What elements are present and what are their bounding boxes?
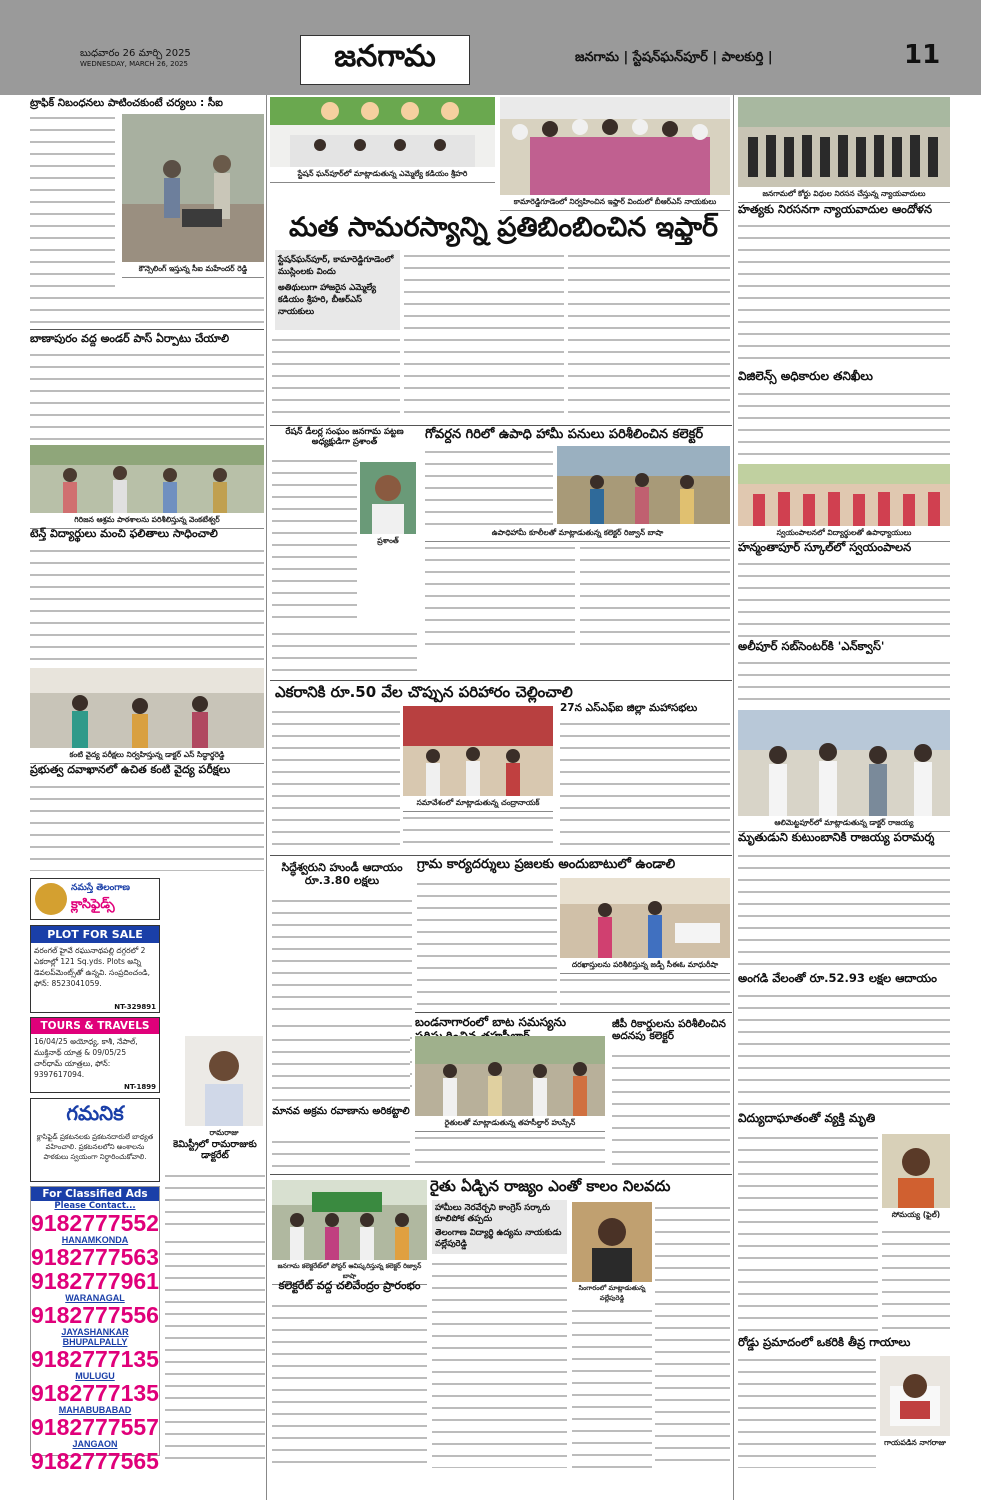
headline-compensation: ఎకరానికి రూ.50 వేల చొప్పున పరిహారం చెల్లించాలి	[275, 683, 573, 701]
photo-upadhi-works	[557, 446, 730, 524]
headline-chemistry-doctorate: కెమిస్ట్రీలో రామరాజుకు డాక్టరేట్	[173, 1139, 257, 1161]
article-vigilance-text	[738, 388, 950, 460]
classified-district: WARANAGAL	[65, 1293, 125, 1303]
headline-raitu: రైతు ఏడ్చిన రాజ్యం ఎంతో కాలం నిలవదు	[430, 1177, 671, 1195]
photo-collectorate-poster	[272, 1180, 427, 1260]
classified-phone: 9182777135	[31, 1380, 159, 1406]
divider	[270, 680, 732, 681]
article-road-accident-text	[738, 1354, 876, 1468]
article-rajaiah-text	[738, 850, 950, 968]
classified-contact-sub: Please Contact...	[54, 1201, 136, 1211]
highlight-bullet: అతిథులుగా హాజరైన ఎమ్మెల్యే కడియం శ్రీహరి, బీఆర్ఎస్ నాయకులు	[278, 283, 377, 317]
ad-tours	[30, 1017, 160, 1093]
column-divider	[733, 95, 734, 1500]
article-raitu-text-1	[432, 1258, 567, 1468]
photo-somaiah	[882, 1134, 950, 1208]
photo-upadhi-caption: ఉపాధిహామీ కూలీలతో మాట్లాడుతున్న కలెక్టర్ రిజ్వాన్ బాషా	[425, 528, 730, 542]
divider	[270, 855, 732, 856]
article-angadi-text	[738, 990, 950, 1108]
photo-prashanth	[360, 462, 416, 534]
classified-paper-name: నమస్తే తెలంగాణ	[71, 883, 130, 893]
page-number: 11	[904, 40, 941, 70]
article-electrocution-text-2	[882, 1226, 950, 1332]
photo-lawyers-protest	[738, 97, 950, 187]
headline-traffic: ట్రాఫిక్ నిబంధనలు పాటించకుంటే చర్యలు : సీఐ	[30, 97, 223, 109]
headline-govardhan: గోవర్దన గిరిలో ఉపాధి హామీ పనులు పరిశీలించిన కలెక్టర్	[425, 427, 704, 442]
photo-iftar-caption: కామారెడ్డిగూడెంలో నిర్వహించిన ఇఫ్తార్ విందులో బీఆర్ఎస్ నాయకులు	[500, 197, 730, 211]
masthead-date-en: WEDNESDAY, MARCH 26, 2025	[80, 60, 188, 68]
headline-grama-karyadarshi: గ్రామ కార్యదర్శులు ప్రజలకు అందుబాటులో ఉండాలి	[417, 857, 676, 872]
headline-lawyers: హత్యకు నిరసనగా న్యాయవాదుల ఆందోళన	[738, 202, 933, 216]
headline-electrocution: విద్యుదాఘాతంతో వ్యక్తి మృతి	[738, 1111, 876, 1125]
headline-ration-dealers: రేషన్ డీలర్ల సంఘం జనగామ పట్టణ అధ్యక్షుడిగా ప్రశాంత్	[285, 427, 404, 447]
photo-self-governance	[738, 464, 950, 526]
masthead-date-te: బుధవారం 26 మార్చి 2025	[80, 48, 191, 59]
ad-plot-code: NT-329891	[114, 1003, 156, 1011]
ad-tours-code: NT-1899	[124, 1083, 156, 1091]
headline-human-trafficking: మానవ అక్రమ రవాణాను అరికట్టాలి	[272, 1106, 410, 1117]
classified-district: JANGAON	[72, 1439, 118, 1449]
classified-district: MULUGU	[75, 1371, 115, 1381]
article-self-governance-text	[738, 558, 950, 638]
article-govardhan-text-1	[425, 446, 553, 526]
photo-somaiah-caption: సోమయ్య (ఫైల్)	[891, 1210, 941, 1219]
classified-phone: 9182777565	[31, 1448, 159, 1474]
headline-self-governance: హన్మంతాపూర్ స్కూల్‌లో స్వయంపాలన	[738, 540, 912, 554]
classified-phone: 9182777556	[31, 1302, 159, 1328]
article-banda-text-1	[272, 1034, 410, 1104]
article-ration-text	[272, 455, 357, 625]
headline-vigilance: విజిలెన్స్ అధికారుల తనిఖీలు	[738, 369, 873, 383]
divider	[270, 425, 732, 426]
article-grama-text-2	[560, 974, 730, 1010]
headline-gp-records: జీపీ రికార్డులను పరిశీలించిన అదనపు కలెక్టర్	[612, 1018, 726, 1043]
classified-phone: 9182777135	[31, 1346, 159, 1372]
photo-nagaraju-caption: గాయపడిన నాగరాజు	[884, 1438, 946, 1447]
photo-vallepureddy	[572, 1202, 652, 1282]
headline-banda-path: బండనాగారంలో బాట సమస్యను	[415, 1015, 567, 1029]
photo-nagaraju	[880, 1356, 950, 1436]
ad-notice	[30, 1098, 160, 1182]
divider	[30, 329, 264, 330]
photo-rajaiah	[738, 710, 950, 816]
photo-vallepureddy-caption: సింగారంలో మాట్లాడుతున్న వల్లేపురెడ్డి	[572, 1284, 652, 1307]
ad-classified-contacts	[30, 1186, 160, 1474]
photo-prashanth-caption: ప్రశాంత్	[377, 536, 399, 545]
highlight-bullet: తెలంగాణ విద్యార్థి ఉద్యమ నాయకుడు వల్లేపురెడ్డి	[435, 1228, 562, 1249]
classified-phone: 9182777563	[31, 1244, 159, 1270]
headline-hundi: సిద్ధేశ్వరుని హుండీ ఆదాయం రూ.3.80 లక్షలు	[281, 861, 403, 887]
photo-school-visit-caption: గిరిజన ఆశ్రమ పాఠశాలను పరిశీలిస్తున్న వెంకటేశ్వర్	[30, 515, 264, 529]
article-iftar-text-1	[272, 334, 400, 422]
classified-district: JAYASHANKAR BHUPALPALLY	[61, 1327, 129, 1347]
headline-angadi-auction: అంగడి వేలంతో రూ.52.93 లక్షల ఆదాయం	[738, 971, 937, 985]
highlight-bullet: స్టేషన్‌ఘన్‌పూర్, కామారెడ్డిగూడెంలో ముస్లింలకు విందు	[278, 255, 394, 277]
article-chemistry-text	[165, 1170, 265, 1234]
photo-traffic-caption: కౌన్సెలింగ్ ఇస్తున్న సీఐ మహేందర్ రెడ్డి	[122, 264, 264, 278]
photo-tahsildar	[415, 1036, 605, 1116]
headline-eye-tests: ప్రభుత్వ దవాఖానలో ఉచిత కంటి వైద్య పరీక్షలు	[30, 763, 231, 776]
photo-zp-ceo	[560, 878, 730, 958]
article-eye-tests-text	[30, 781, 264, 871]
article-ration-text-more	[272, 628, 417, 678]
headline-underpass: బాణాపురం వద్ద అండర్ పాస్ ఏర్పాటు చేయాలి	[30, 332, 230, 345]
article-hundi-text	[272, 895, 412, 1015]
headline-chalivendram: కలెక్టరేట్ వద్ద చలివేంద్రం ప్రారంభం	[278, 1279, 421, 1292]
article-gp-records-text	[612, 1050, 730, 1170]
photo-meeting-chandranayak	[403, 706, 553, 796]
column-divider	[266, 95, 267, 1500]
photo-meeting-caption: సమావేశంలో మాట్లాడుతున్న చంద్రానాయక్	[403, 798, 553, 812]
photo-rajaiah-caption: ఆలిమెట్టపూర్‌లో మాట్లాడుతున్న డాక్టర్ రాజయ్య	[738, 818, 950, 832]
headline-rajaiah-visit: మృతుడుని కుటుంబానికి రాజయ్య పరామర్శ	[738, 830, 935, 844]
photo-lawyers-caption: జనగామలో కోర్టు విధుల నిరసన చేస్తున్న న్యాయవాదులు	[738, 189, 950, 203]
photo-eye-camp	[30, 668, 264, 748]
photo-ghanpur-caption: స్టేషన్ ఘన్‌పూర్‌లో మాట్లాడుతున్న ఎమ్మెల్యే కడియం శ్రీహరి	[270, 169, 495, 183]
classified-banner	[30, 878, 160, 920]
headline-sfi: 27న ఎస్ఎఫ్ఐ జిల్లా మహాసభలు	[560, 702, 698, 714]
article-nqas-text	[738, 657, 950, 707]
article-raitu-text-3	[572, 1305, 652, 1468]
ad-plot-text: వరంగల్ హైవే రఘునాథపల్లి దగ్గరలో 2 ఎకరాల్లో 121 Sq.yds. Plots అన్ని డెవలప్‌మెంట్స్‌తో ఉన్నవి. సంప్రదించండి, ఫోన్: 8523041059.	[34, 946, 150, 988]
article-compensation-text-2	[403, 812, 553, 852]
masthead-places: జనగామ | స్టేషన్‌ఘన్‌పూర్ | పాలకుర్తి |	[575, 50, 773, 65]
classified-label: క్లాసిఫైడ్స్	[71, 897, 115, 912]
photo-collectorate-caption: జనగామ కలెక్టరేట్‌లో పోస్టర్ ఆవిష్కరిస్తున్న కలెక్టర్ రిజ్వాన్ బాషా	[272, 1262, 427, 1285]
article-raitu-text-2	[655, 1202, 730, 1468]
photo-ramaraju-caption: రామరాజు	[209, 1128, 239, 1137]
photo-iftar-dinner	[500, 97, 730, 195]
ad-plot-title: PLOT FOR SALE	[31, 926, 159, 943]
article-sfi-text	[560, 718, 730, 850]
article-iftar-text-2	[404, 250, 564, 422]
masthead-title: జనగామ	[300, 35, 470, 85]
classified-contact-head: For Classified Ads	[31, 1187, 159, 1201]
divider	[415, 1012, 732, 1013]
photo-self-governance-caption: స్వయంపాలనలో విద్యార్థులతో ఉపాధ్యాయులు	[738, 528, 950, 542]
article-grama-text-1	[417, 878, 557, 1008]
logo-icon	[35, 883, 67, 915]
headline-tenth: టెన్త్ విద్యార్థులు మంచి ఫలితాలు సాధించాలి	[30, 527, 218, 540]
notice-text: క్లాసిఫైడ్ ప్రకటనలకు ప్రకటనదారులే బాధ్యత వహించాలి. ప్రకటనలలోని అంశాలను పాఠకులు స్వయంగా నిర్ధారించుకోవాలి.	[36, 1133, 154, 1161]
article-underpass-text	[30, 349, 264, 441]
article-iftar-text-3	[568, 250, 730, 422]
article-govardhan-text-3	[580, 542, 730, 652]
article-traffic-text	[30, 112, 115, 292]
divider	[270, 1174, 732, 1175]
article-govardhan-text-2	[425, 542, 575, 652]
article-compensation-text-1	[272, 706, 400, 851]
photo-tahsildar-caption: రైతులతో మాట్లాడుతున్న తహసీల్దార్ హుస్సేన్	[415, 1118, 605, 1132]
photo-school-visit	[30, 445, 264, 513]
notice-title: గమనిక	[66, 1101, 124, 1125]
photo-traffic	[122, 114, 264, 262]
article-chalivendram-text	[272, 1300, 427, 1468]
photo-ramaraju	[185, 1036, 263, 1126]
highlight-bullet: హామీలు నెరవేర్చని కాంగ్రెస్ సర్కారు కూలిపోక తప్పదు	[435, 1203, 551, 1224]
classified-phone: 9182777552	[31, 1210, 159, 1236]
article-banda-text-2	[415, 1132, 605, 1170]
classified-phone: 9182777961	[31, 1268, 159, 1294]
headline-main-iftar: మత సామరస్యాన్ని ప్రతిబింబించిన ఇఫ్తార్	[288, 212, 719, 243]
classified-phone: 9182777557	[31, 1414, 159, 1440]
headline-road-accident: రోడ్డు ప్రమాదంలో ఒకరికి తీవ్ర గాయాలు	[738, 1335, 911, 1349]
ad-tours-text: 16/04/25 అయోధ్య, కాశీ, నేపాల్, ముక్తినాథ్ యాత్ర & 09/05/25 చార్‌ధామ్ యాత్రలు, ఫోన్: 9397617094.	[34, 1037, 138, 1079]
photo-eye-camp-caption: కంటి వైద్య పరీక్షలు నిర్వహిస్తున్న డాక్టర్ ఎస్ సిద్ధార్థరెడ్డి	[30, 750, 264, 764]
classified-district: MAHABUBABAD	[58, 1405, 132, 1415]
raitu-highlights	[432, 1200, 567, 1254]
iftar-highlights	[275, 250, 400, 330]
ad-tours-title: TOURS & TRAVELS	[31, 1018, 159, 1034]
classified-district: HANAMKONDA	[61, 1235, 129, 1245]
article-electrocution-text	[738, 1132, 878, 1332]
ad-plot-for-sale	[30, 925, 160, 1013]
photo-zp-ceo-caption: దరఖాస్తులను పరిశీలిస్తున్న జడ్పీ సీఈఓ మాధురీషా	[560, 960, 730, 974]
photo-ghanpur-meeting	[270, 97, 495, 167]
article-trafficking-text-2	[165, 1236, 265, 1466]
article-tenth-text	[30, 545, 264, 663]
article-traffic-text-more	[30, 292, 264, 326]
contact-list	[31, 1211, 159, 1473]
headline-nqas: అలీపూర్ సబ్‌సెంటర్‌కి 'ఎన్‌క్వాస్'	[738, 639, 885, 653]
article-trafficking-text-1	[272, 1136, 410, 1172]
article-lawyers-text	[738, 220, 950, 366]
